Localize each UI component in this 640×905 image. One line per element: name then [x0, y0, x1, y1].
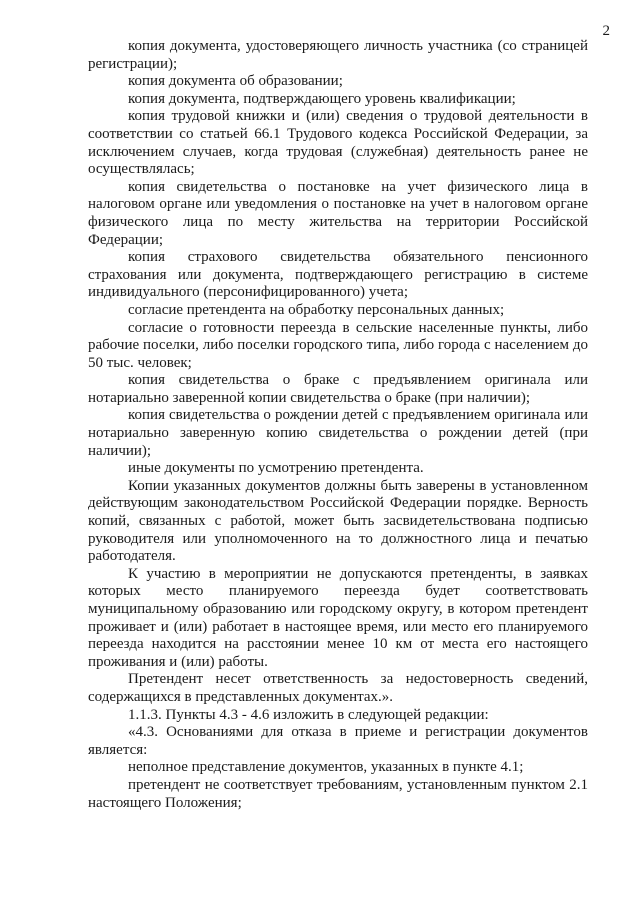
paragraph: копия документа об образовании;	[128, 73, 343, 90]
paragraph: 1.1.3. Пункты 4.3 - 4.6 изложить в следующей редакции:	[128, 706, 489, 723]
document-body	[88, 38, 588, 812]
paragraph: копия страхового свидетельства обязательного пенсионного страхования или документа, подтверждающего регистрацию в системе индивидуального (персонифицированного) учета;	[88, 249, 588, 301]
paragraph: копия документа, удостоверяющего личность участника (со страницей регистрации);	[88, 38, 588, 72]
paragraph: согласие претендента на обработку персональных данных;	[128, 301, 505, 318]
paragraph: неполное представление документов, указанных в пункте 4.1;	[128, 759, 524, 776]
paragraph: копия свидетельства о браке с предъявлением оригинала или нотариально заверенной копии свидетельства о браке (при наличии);	[88, 372, 588, 406]
paragraph: К участию в мероприятии не допускаются претенденты, в заявках которых место планируемого переезда будет соответствовать муниципальному образованию или городскому округу, в котором претендент проживает и (или) работает в настоящее время, или место его планируемого переезда находится на расстоянии менее 10 км от места его настоящего проживания и (или) работы.	[88, 565, 588, 670]
paragraph: копия трудовой книжки и (или) сведения о трудовой деятельности в соответствии со статьей 66.1 Трудового кодекса Российской Федерации, за исключением случаев, когда трудовая (служебная) деятельность ранее не осуществлялась;	[88, 108, 588, 178]
paragraph: копия документа, подтверждающего уровень квалификации;	[128, 90, 516, 107]
paragraph: Копии указанных документов должны быть заверены в установленном действующим законодательством Российской Федерации порядке. Верность копий, связанных с работой, может быть засвидетельствована подписью руководителя или уполномоченного на то должностного лица и печатью работодателя.	[88, 477, 588, 565]
paragraph: Претендент несет ответственность за недостоверность сведений, содержащихся в представленных документах.».	[88, 671, 588, 705]
paragraph: согласие о готовности переезда в сельские населенные пункты, либо рабочие поселки, либо поселки городского типа, либо города с населением до 50 тыс. человек;	[88, 319, 588, 371]
paragraph: копия свидетельства о постановке на учет физического лица в налоговом органе или уведомления о постановке на учет в налоговом органе физического лица по месту жительства на территории Российской Федерации;	[88, 178, 588, 248]
paragraph: копия свидетельства о рождении детей с предъявлением оригинала или нотариально заверенную копию свидетельства о рождении детей (при наличии);	[88, 407, 588, 459]
page-number: 2	[602, 23, 610, 39]
paragraph: претендент не соответствует требованиям, установленным пунктом 2.1 настоящего Положения;	[88, 776, 588, 811]
paragraph: иные документы по усмотрению претендента.	[128, 460, 424, 477]
paragraph: «4.3. Основаниями для отказа в приеме и регистрации документов является:	[88, 724, 588, 758]
